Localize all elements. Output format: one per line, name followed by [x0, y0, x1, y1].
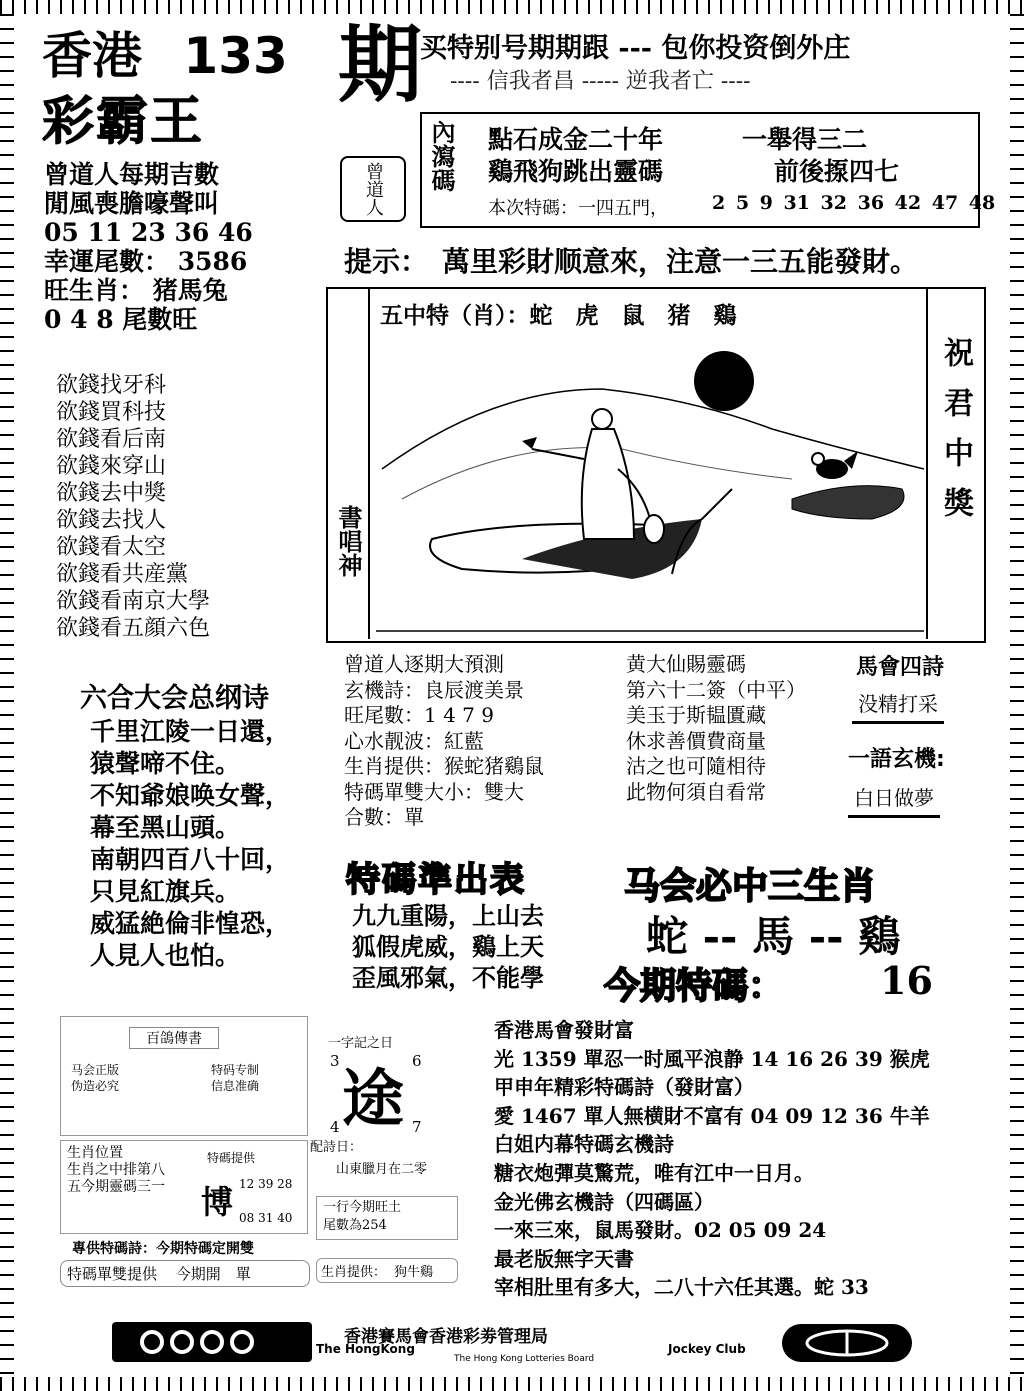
tail-line: 尾數為254: [323, 1218, 387, 1233]
rb-line: 愛 1467 單人無横財不富有 04 09 12 36 牛羊: [494, 1103, 930, 1128]
lottery-logo-right: [782, 1324, 912, 1362]
mahui-value: 没精打采: [852, 688, 944, 724]
slogan-line1: 买特别号期期跟 --- 包你投资倒外庄: [420, 33, 851, 64]
rb-line: 一來三來，鼠馬發財。02 05 09 24: [494, 1218, 827, 1243]
zodiac-label: 生肖提供：: [321, 1265, 387, 1280]
tail-line: 一行今期旺土: [323, 1200, 402, 1215]
rock-right: [792, 486, 904, 519]
mahui-title: 馬會四詩: [856, 655, 945, 680]
rb-line: 最老版無字天書: [494, 1246, 634, 1271]
flag-icon: [522, 437, 537, 449]
position-lines: [67, 1145, 165, 1196]
rooster-icon: [812, 451, 858, 479]
list-item: 欲錢買科技: [56, 400, 167, 425]
right-vertical-text: 祝君中獎: [938, 337, 973, 537]
frame-divider-left: [368, 289, 370, 639]
list-item: 欲錢看共産黨: [56, 562, 189, 587]
nums2: 08 31 40: [239, 1211, 293, 1225]
rb-line: 糖衣炮彈莫驚荒，唯有江中一日月。: [494, 1160, 814, 1185]
poem-title: 六合大会总纲诗: [80, 683, 269, 714]
poem-label: 專供特碼詩：今期特碼定開雙: [72, 1241, 254, 1257]
rb-line: 香港馬會發財富: [494, 1018, 634, 1042]
prediction-line: 旺尾數：1 4 7 9: [344, 703, 494, 727]
list-item: 欲錢去中獎: [56, 481, 167, 506]
left-line: 曾道人每期吉數: [44, 160, 220, 189]
position-box: [60, 1140, 308, 1234]
poem-line: 不知爺娘唤女聲，: [90, 781, 291, 810]
zodiac-value: 狗牛鷄: [394, 1265, 434, 1280]
mountain-outline: [382, 389, 924, 469]
jockey-logo-left: [112, 1322, 312, 1362]
footer-cn: 香港賽馬會香港彩劵管理局: [344, 1327, 548, 1347]
right-border: [1010, 14, 1024, 1377]
huang-line: 第六十二簽（中平）: [626, 677, 806, 702]
special-code-label: 今期特碼：: [604, 966, 785, 1007]
poem-block: [90, 716, 290, 972]
special-code-value: 16: [880, 958, 933, 1003]
mahui-three-zodiac: 蛇 -- 馬 -- 鷄: [646, 912, 901, 961]
provider-label: 特碼提供: [207, 1151, 256, 1165]
rb-line: 甲申年精彩特碼詩（發財富）: [494, 1075, 754, 1100]
left-line: 閒風喪膽嚎聲叫: [44, 189, 220, 218]
tail-box: [316, 1196, 458, 1240]
single-double-box: [60, 1260, 310, 1287]
list-item: 欲錢來穿山: [56, 454, 167, 479]
list-item: 欲錢看五顔六色: [56, 616, 211, 641]
left-line: 0 4 8 尾數旺: [44, 305, 198, 334]
picture-frame: [326, 287, 986, 643]
table-line: 九九重陽，上山去: [352, 901, 544, 930]
rb-line: 宰相肚里有多大，二八十六任其選。蛇 33: [494, 1275, 869, 1300]
pigeon-box: [60, 1016, 308, 1136]
left-line: 05 11 23 36 46: [44, 218, 253, 247]
num-4: 4: [330, 1118, 340, 1136]
footer-en-sub: The Hong Kong Lotteries Board: [454, 1354, 595, 1364]
issue-number: 133: [183, 27, 288, 85]
mahui-value2: 白日做夢: [848, 782, 940, 818]
prediction-line: 合數：單: [344, 805, 424, 829]
huang-line: 此物何須自看常: [626, 779, 766, 804]
table-title: 特碼準出表: [346, 860, 526, 900]
issue-suffix: 期: [338, 15, 423, 114]
huang-line: 沽之也可隨相待: [626, 754, 766, 778]
table-lines: [352, 900, 544, 993]
sun-icon: [694, 351, 754, 411]
footer-en-left: The HongKong: [316, 1342, 415, 1356]
stamp-text: 曾道人: [363, 162, 384, 216]
huang-line: 美玉于斯韫匱藏: [626, 703, 766, 727]
poem-line: 人見人也怕。: [90, 941, 241, 970]
bottom-border: [0, 1377, 1024, 1391]
swirl-icon: [112, 1322, 312, 1362]
rb-line: 光 1359 單忍一时風平浪静 14 16 26 39 猴虎: [494, 1046, 930, 1071]
left-line: 旺生肖： 猪馬兔: [44, 276, 228, 305]
inner-line1-right: 一舉得三二: [742, 125, 868, 154]
table-line: 狐假虎威，鷄上天: [352, 932, 544, 961]
landscape-illustration: [372, 329, 924, 635]
pos-line: 五今期靈碼三一: [67, 1179, 165, 1195]
poem-line: 威猛絶倫非惶恐，: [90, 909, 291, 938]
scholar-figure: [532, 409, 664, 543]
inner-line2-right: 前後揼四七: [774, 157, 900, 186]
single-double-value: 今期開 單: [175, 1265, 251, 1283]
inner-line2-left: 鷄飛狗跳出靈碼: [488, 157, 664, 186]
prediction-line: 特碼單雙大小：雙大: [344, 779, 524, 804]
huang-block: [626, 652, 806, 805]
pigeon-title: 百鴿傳書: [129, 1027, 219, 1049]
pos-line: 生肖位置: [67, 1145, 123, 1161]
footer-en-right: Jockey Club: [668, 1342, 746, 1356]
single-double-label: 特碼單雙提供: [67, 1265, 158, 1283]
official2: 伪造必究: [71, 1079, 120, 1093]
header-brand: [42, 28, 288, 84]
one-word-title: 一字記之日: [328, 1036, 394, 1051]
predictions-block: [344, 652, 544, 831]
huang-line: 休求善價費商量: [626, 728, 766, 753]
money-list: [56, 372, 210, 642]
big-char-bo: 博: [201, 1183, 234, 1221]
list-item: 欲錢看太空: [56, 535, 167, 560]
poem-line: 猿聲啼不住。: [90, 749, 241, 778]
list-item: 欲錢看后南: [56, 427, 167, 452]
official1: 马会正版: [71, 1063, 120, 1077]
poem-line: 幕至黑山頭。: [90, 813, 241, 842]
rb-line: 白姐内幕特碼玄機詩: [494, 1132, 674, 1157]
huang-line: 黄大仙賜靈碼: [626, 652, 746, 676]
hint: [344, 240, 918, 280]
special-numbers: 2 5 9 31 32 36 42 47 48: [712, 192, 996, 214]
left-border: [0, 14, 14, 1377]
footer: [112, 1322, 912, 1364]
inner-box: [420, 112, 996, 228]
right-bottom-block: [494, 1016, 930, 1302]
list-item: 欲錢看南京大學: [56, 589, 211, 614]
poem-line: 只見紅旗兵。: [90, 877, 241, 906]
left-line: 幸運尾數： 3586: [44, 247, 248, 276]
frame-divider-right: [926, 289, 928, 639]
nums1: 12 39 28: [239, 1177, 293, 1191]
logo-text: 彩霸王: [42, 91, 205, 152]
poem-line: 南朝四百八十回，: [90, 845, 291, 874]
hint-label: 提示：: [344, 245, 429, 278]
prediction-line: 曾道人逐期大預測: [344, 652, 504, 676]
rb-line: 金光佛玄機詩（四碼區）: [494, 1189, 714, 1214]
big-char-tu: 途: [342, 1062, 405, 1135]
picture-caption: 五中特（肖）：蛇 虎 鼠 猪 鷄: [380, 302, 737, 329]
zodiac-box: [316, 1258, 458, 1283]
stamp-seal: [340, 156, 406, 222]
poem-line: 千里江陵一日還，: [90, 717, 291, 746]
one-word-poem: 山東臘月在二零: [336, 1162, 428, 1177]
lottery-icon: [782, 1324, 912, 1362]
special-line1: 特码专制: [211, 1063, 260, 1077]
hint-text: 萬里彩財顺意來，注意一三五能發財。: [442, 245, 919, 278]
inner-line1-left: 點石成金二十年: [488, 125, 664, 154]
special-line2: 信息准确: [211, 1079, 260, 1093]
inner-box-label: 內瀉碼: [427, 120, 456, 192]
num-7: 7: [412, 1118, 422, 1136]
prediction-line: 玄機詩：良辰渡美景: [344, 677, 524, 702]
prediction-line: 心水靓波：紅藍: [344, 728, 484, 753]
slogan-line2: ---- 信我者昌 ----- 逆我者亡 ----: [450, 69, 751, 94]
num-3: 3: [330, 1052, 340, 1070]
special-label: 本次特碼：一四五門，: [488, 198, 668, 219]
table-line: 歪風邪氣，不能學: [352, 963, 544, 992]
pos-line: 生肖之中排第八: [67, 1162, 165, 1178]
left-panel: [44, 160, 253, 334]
one-word-poem-label: 配詩日：: [310, 1140, 363, 1155]
brand-text: 香港: [42, 27, 142, 85]
num-6: 6: [412, 1052, 422, 1070]
list-item: 欲錢去找人: [56, 508, 167, 533]
prediction-line: 生肖提供：猴蛇猪鷄鼠: [344, 754, 544, 778]
mahui-three-title: 马会必中三生肖: [624, 866, 877, 907]
top-border: [0, 0, 1024, 14]
left-vertical-text: 書唱神: [334, 505, 363, 577]
list-item: 欲錢找牙科: [56, 373, 167, 398]
mahui-title2: 一語玄機:: [848, 747, 945, 772]
